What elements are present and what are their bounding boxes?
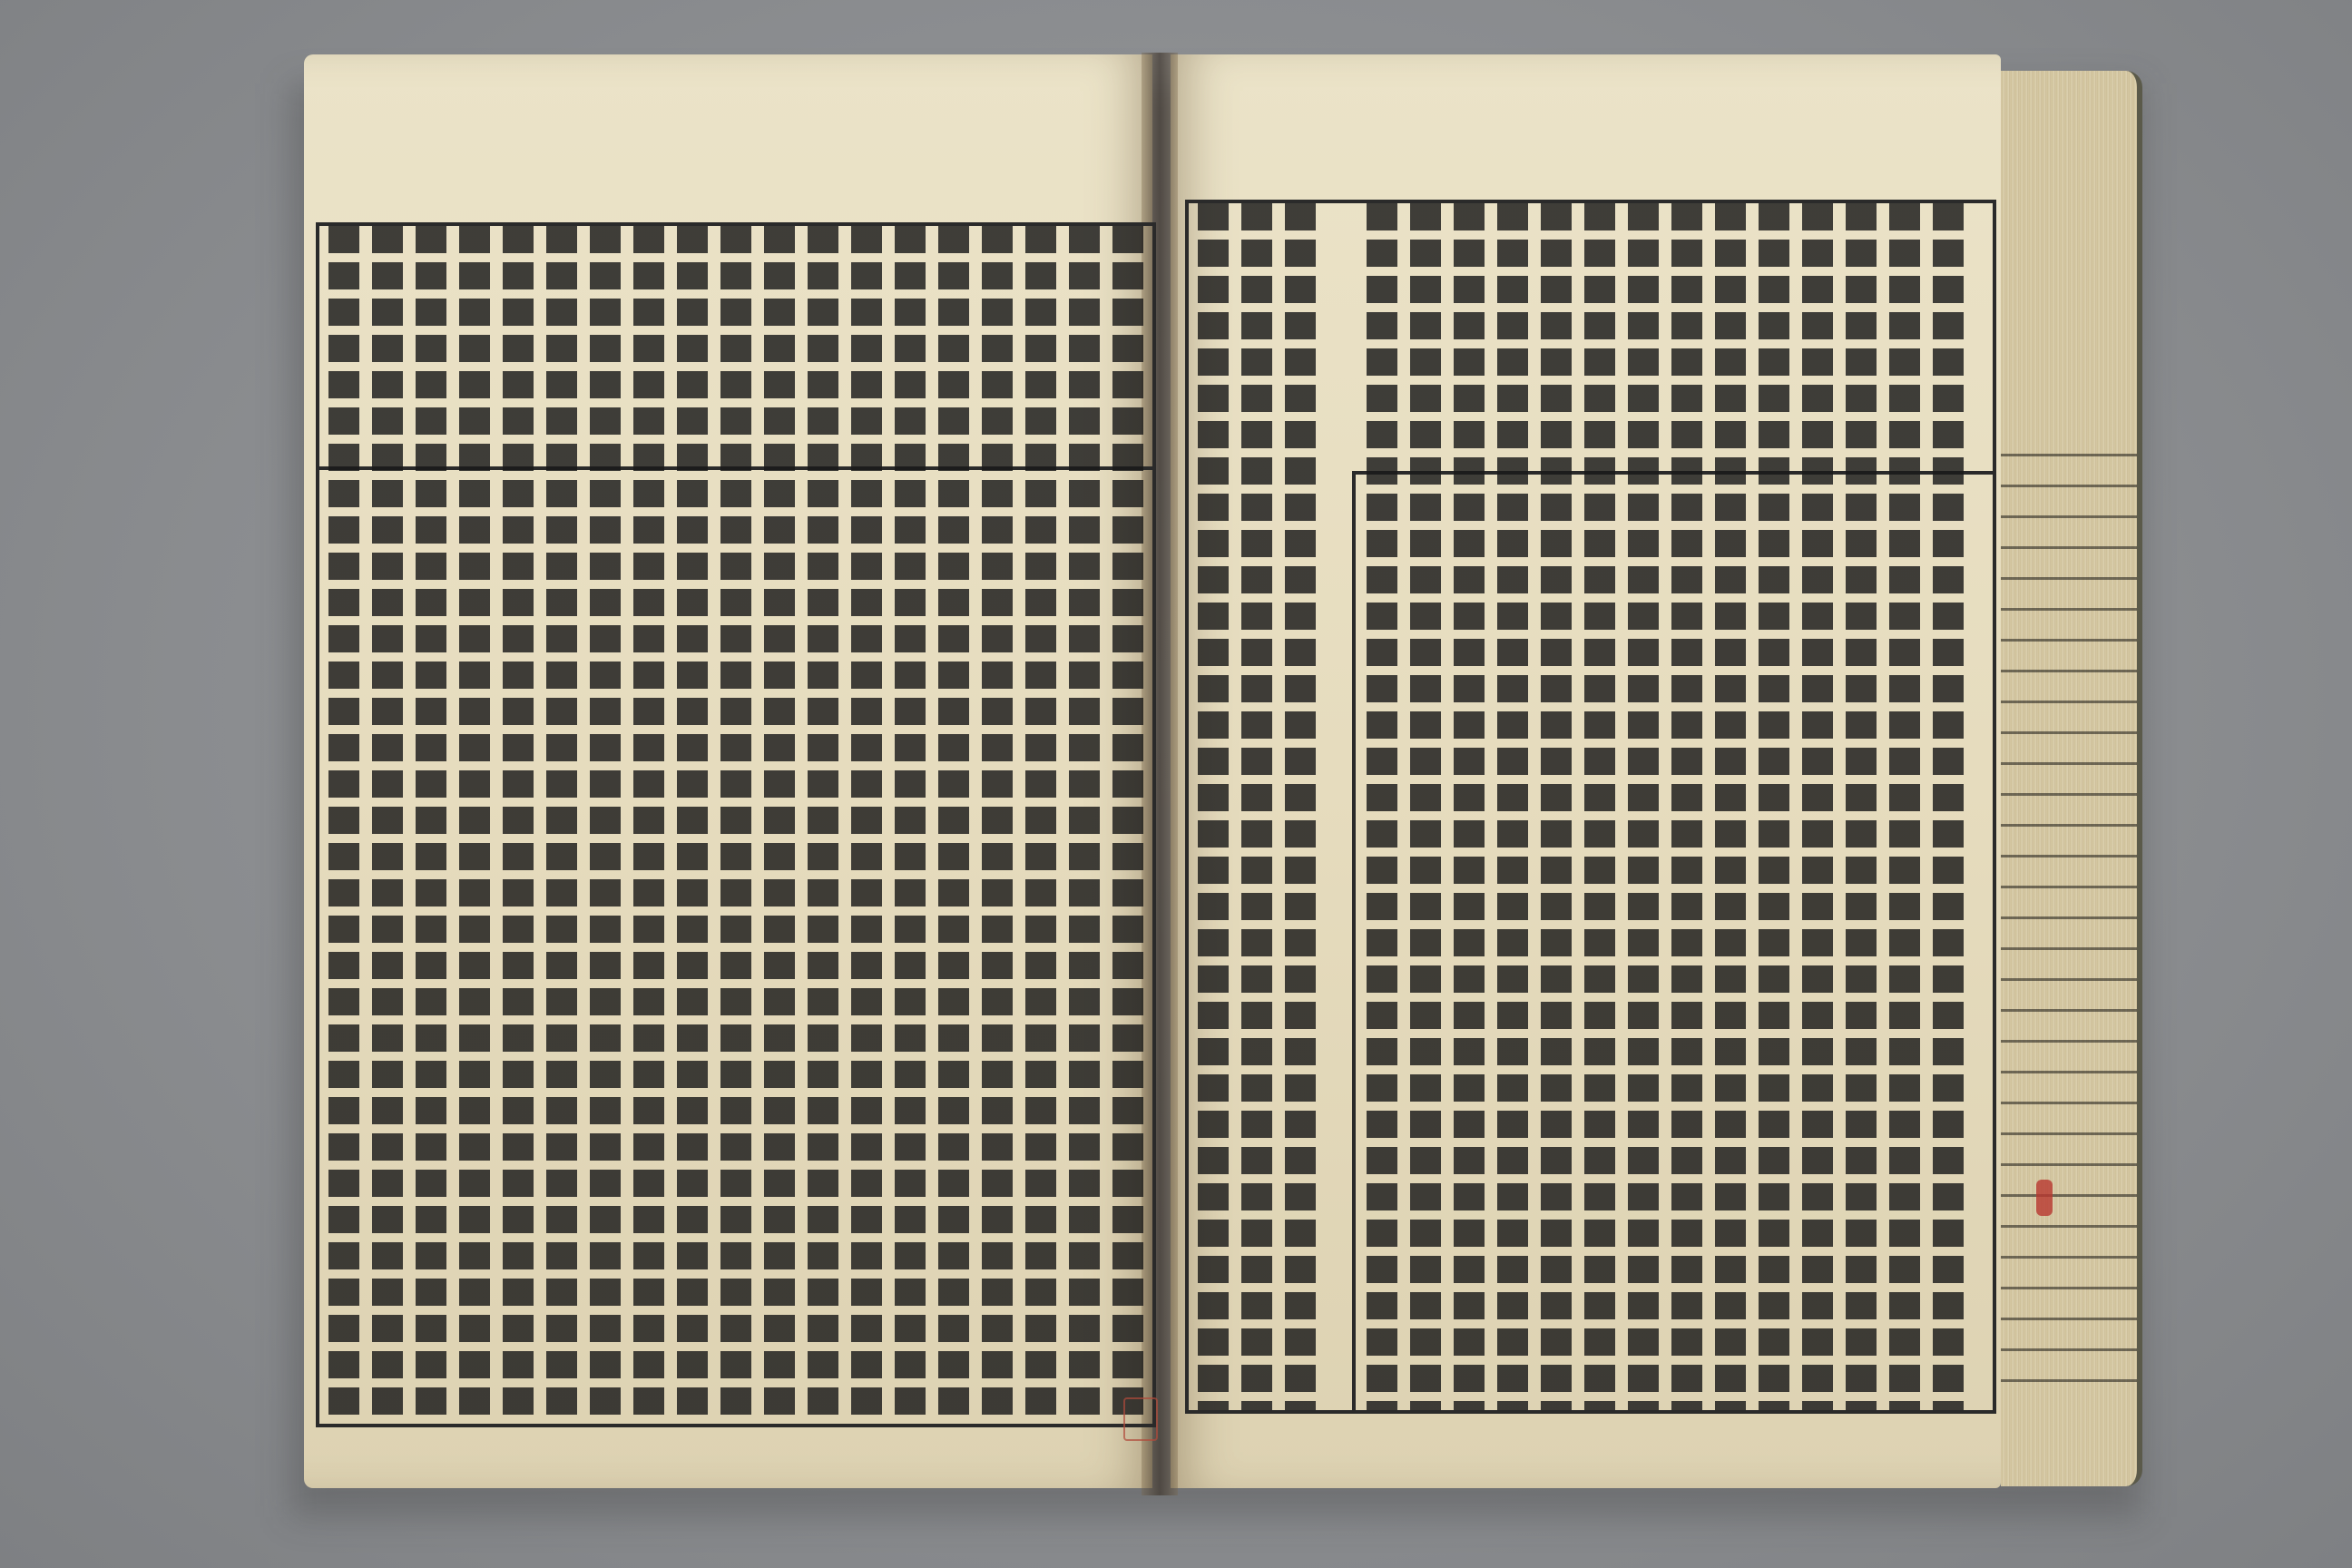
left-column [1069,226,1100,1424]
left-column [938,226,969,1424]
right-column [1759,203,1789,1410]
left-column [328,226,359,1424]
left-text-block [316,222,1156,1427]
right-text-block [1185,200,1996,1414]
left-column [546,226,577,1424]
fore-edge-thumb-index [2001,454,2137,1388]
right-column [1410,203,1441,1410]
right-column [1198,203,1229,1410]
right-column [1497,203,1528,1410]
left-column [416,226,446,1424]
left-column [851,226,882,1424]
right-column [1241,203,1272,1410]
right-column [1889,203,1920,1410]
left-column [1025,226,1056,1424]
left-column [895,226,926,1424]
left-column [764,226,795,1424]
library-seal [1123,1397,1158,1441]
right-column [1367,203,1397,1410]
right-column [1584,203,1615,1410]
red-paper-marker [2036,1180,2053,1216]
right-column [1628,203,1659,1410]
left-column [459,226,490,1424]
right-column [1715,203,1746,1410]
right-column [1454,203,1485,1410]
left-column [633,226,664,1424]
right-column [1802,203,1833,1410]
left-column [720,226,751,1424]
right-column [1285,203,1316,1410]
left-column [982,226,1013,1424]
left-column [590,226,621,1424]
left-column [1112,226,1143,1424]
left-column [677,226,708,1424]
left-column [372,226,403,1424]
left-column [808,226,838,1424]
right-column [1671,203,1702,1410]
right-column [1846,203,1877,1410]
left-column [503,226,534,1424]
right-vertical-rule [1352,471,1356,1410]
right-column [1541,203,1572,1410]
right-column [1933,203,1964,1410]
